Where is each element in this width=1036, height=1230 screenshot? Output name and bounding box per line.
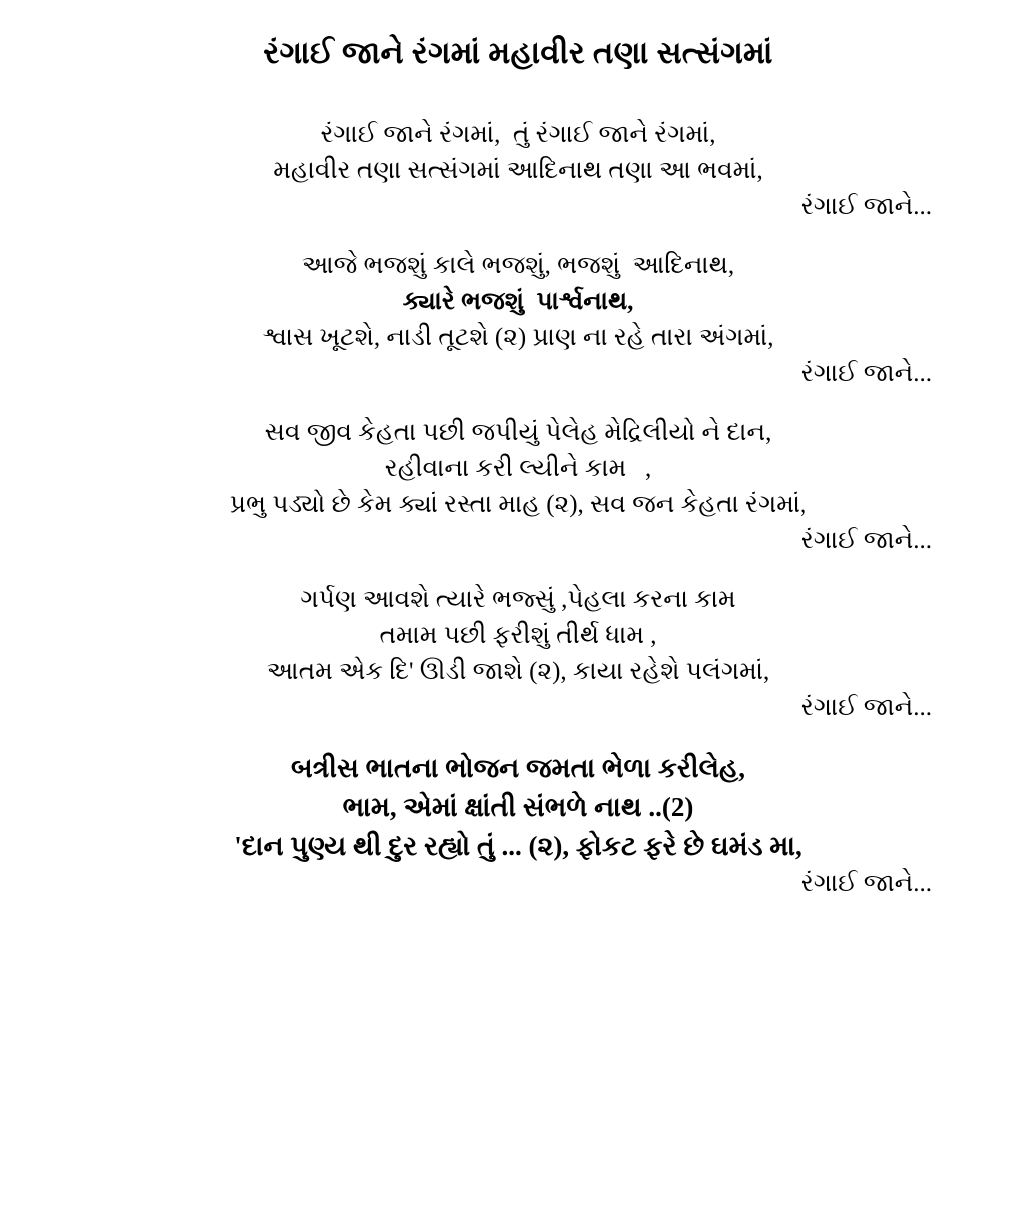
lyric-line: રહીવાના કરી લ્યીને કામ , [384,454,652,482]
lyric-line: આતમ એક દિ' ઊડી જાશે (૨), કાયા રહેશે પલંગમાં, [266,658,770,685]
lyric-line: મહાવીર તણા સત્સંગમાં આદિનાથ તણા આ ભવમાં, [273,157,763,184]
refrain-line: રંગાઈ જાને... [800,527,932,555]
lyric-line: ગર્પણ આવશે ત્યારે ભજ્સું ,પેહલા કરના કામ [300,585,736,613]
lyric-line: બત્રીસ ભાતના ભોજન જમતા ભેળા કરીલેહ, [291,752,745,783]
stanza-5 [26,749,1010,903]
stanza-1 [26,117,1010,226]
lyric-line: રંગાઈ જાને રંગમાં, તું રંગાઈ જાને રંગમાં, [320,120,716,148]
lyric-line: 'દાન પુણ્ય થી દુર રહ્યો તું ... (૨), ફોકટ ફરે છે ઘમંડ મા, [234,830,802,861]
refrain-line: રંગાઈ જાને... [800,193,932,221]
lyric-line-emphasis: ક્યારે ભજશું પાર્શ્વનાથ, [402,287,634,315]
refrain-line: રંગાઈ જાને... [800,869,932,897]
refrain-line: રંગાઈ જાને... [800,360,932,388]
lyric-line: તમામ પછી ફરીશું તીર્થ ધામ , [379,621,657,649]
stanza-3 [26,415,1010,560]
lyric-line: સવ જીવ કેહતા પછી જપીયું પેલેહ મેદ્રિલીયો ને દાન, [264,418,772,446]
lyric-line: ભામ, એમાં ક્ષાંતી સંભળે નાથ ..(2) [342,791,694,822]
page-title: રંગાઈ જાને રંગમાં મહાવીર તણા સત્સંગમાં [263,35,773,70]
lyric-line: પ્રભુ પડ્યો છે કેમ ક્યાં રસ્તા માહ (૨), સવ જન કેહતા રંગમાં, [229,491,807,518]
refrain-line: રંગાઈ જાને... [800,694,932,722]
lyric-line: શ્વાસ ખૂટશે, નાડી તૂટશે (૨) પ્રાણ ના રહે તારા અંગમાં, [262,324,774,351]
lyric-line: આજે ભજશું કાલે ભજશું, ભજશું આદિનાથ, [301,251,735,279]
stanza-4 [26,582,1010,727]
stanza-2 [26,248,1010,393]
